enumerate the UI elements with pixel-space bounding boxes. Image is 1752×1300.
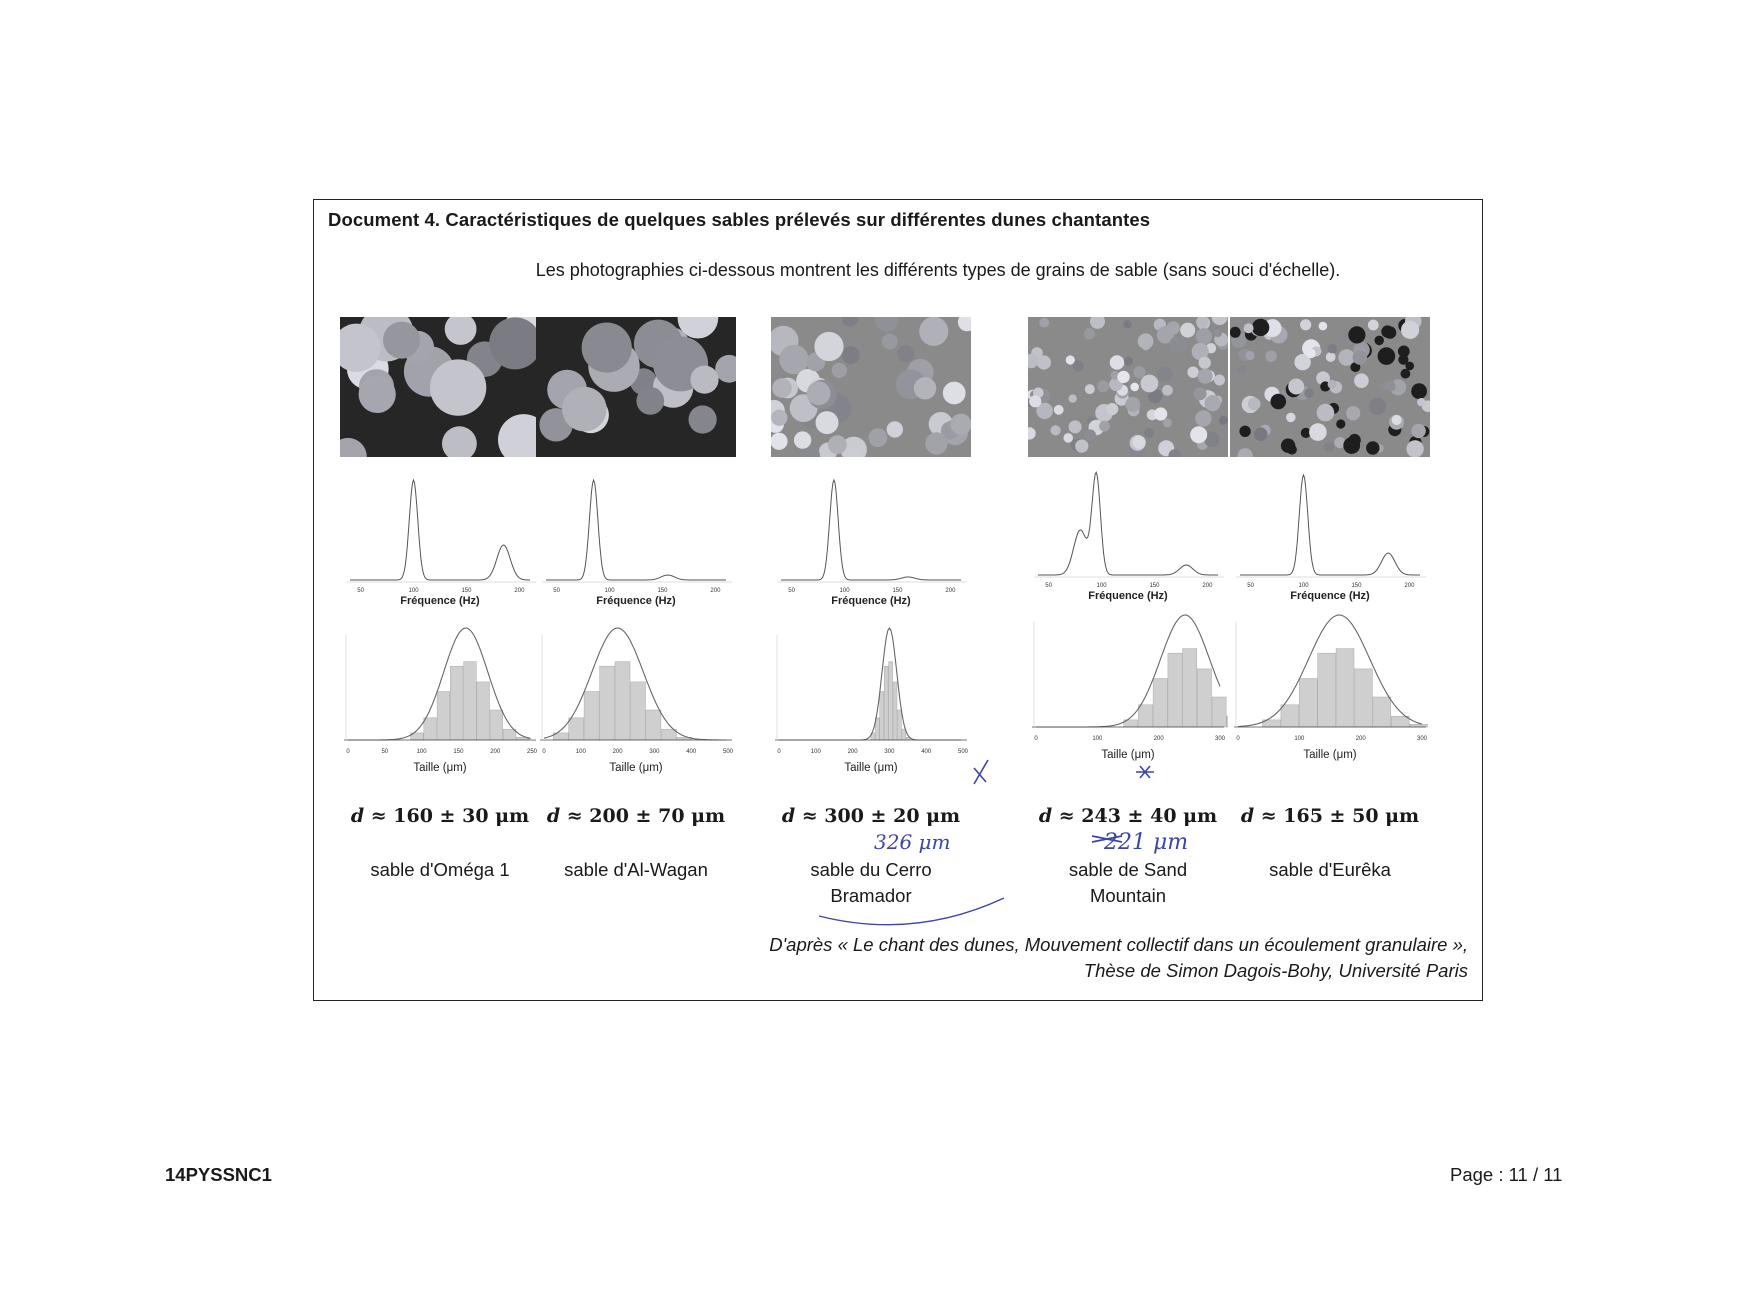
- histogram-bar: [661, 729, 676, 740]
- histogram-bar: [884, 666, 888, 740]
- sand-grain: [1319, 322, 1328, 331]
- frequency-tick-label: 50: [788, 588, 795, 594]
- document-title: Document 4. Caractéristiques de quelques sables prélevés sur différentes dunes chantantes: [328, 209, 1151, 230]
- sand-grain: [832, 363, 847, 378]
- sand-grain: [430, 359, 486, 415]
- size-tick-label: 300: [1416, 736, 1428, 742]
- sand-name-line-1: sable d'Eurêka: [1269, 859, 1391, 880]
- frequency-tick-label: 50: [357, 588, 364, 594]
- frequency-tick-label: 100: [604, 588, 615, 594]
- sand-grain: [1162, 385, 1173, 396]
- frequency-spectrum: [536, 470, 736, 620]
- sand-grain: [1051, 425, 1061, 435]
- frequency-tick-label: 100: [1096, 583, 1107, 589]
- histogram-bar: [600, 666, 615, 740]
- sand-grain: [1187, 367, 1198, 378]
- histogram-bar: [893, 682, 897, 740]
- sand-grain: [1411, 383, 1427, 399]
- size-tick-label: 400: [921, 749, 932, 755]
- sand-grain: [1110, 355, 1125, 370]
- histogram-bar: [450, 666, 463, 740]
- sand-grain: [1205, 395, 1221, 411]
- diameter-value: ≈ 160 ± 30 μm: [370, 805, 530, 827]
- histogram-bar: [898, 710, 902, 740]
- diameter-symbol: d: [350, 805, 365, 827]
- handwritten-note-cerro: 326 μm: [874, 830, 951, 854]
- frequency-tick-label: 200: [514, 588, 525, 594]
- sand-grain: [1130, 383, 1139, 392]
- sand-grain: [1378, 347, 1396, 365]
- spectrum-curve: [1240, 475, 1420, 575]
- sand-name-line-1: sable de Sand: [1068, 859, 1188, 880]
- sand-grain: [690, 366, 718, 394]
- histogram-bar: [569, 718, 584, 740]
- size-tick-label: 250: [526, 749, 538, 755]
- frequency-axis-label: Fréquence (Hz): [1088, 590, 1168, 602]
- size-tick-label: 0: [777, 749, 781, 755]
- sand-grain: [869, 428, 888, 447]
- histogram-bar: [424, 718, 437, 740]
- histogram-bar: [1336, 649, 1354, 727]
- sample-column: [536, 200, 736, 1000]
- frequency-tick-label: 150: [461, 588, 472, 594]
- sample-column: [771, 200, 971, 1000]
- sand-grain: [1063, 433, 1073, 443]
- size-tick-label: 100: [1092, 736, 1103, 742]
- sand-grain: [1353, 350, 1368, 365]
- spectrum-curve: [350, 480, 530, 580]
- frequency-tick-label: 150: [1351, 583, 1362, 589]
- spectrum-curve: [546, 480, 726, 580]
- source-line-1: D'après « Le chant des dunes, Mouvement collectif dans un écoulement granulaire »,: [769, 934, 1468, 955]
- sand-grain: [1073, 360, 1084, 371]
- histogram-bar: [646, 710, 661, 740]
- frequency-tick-label: 50: [1045, 583, 1052, 589]
- sand-grain: [1099, 421, 1110, 432]
- sand-grain: [897, 345, 914, 362]
- sand-grain: [1326, 352, 1336, 362]
- size-tick-label: 200: [612, 749, 623, 755]
- size-tick-label: 100: [575, 749, 586, 755]
- sand-grain: [562, 387, 607, 432]
- frequency-tick-label: 150: [657, 588, 668, 594]
- size-tick-label: 300: [649, 749, 660, 755]
- sand-grain-photo: [1028, 317, 1228, 457]
- sand-grain: [1366, 441, 1379, 454]
- sand-name: [741, 857, 1001, 909]
- sand-grain: [807, 381, 831, 405]
- sand-grain: [1075, 440, 1088, 453]
- sand-grain: [1398, 355, 1408, 365]
- sand-grain-photo: [340, 317, 540, 457]
- sand-name-line-1: sable d'Oméga 1: [370, 859, 510, 880]
- histogram-bar: [1183, 649, 1197, 727]
- sand-grain: [1300, 319, 1311, 330]
- sand-grain: [1167, 321, 1180, 334]
- sand-grain: [1244, 323, 1254, 333]
- sample-column: [1230, 200, 1430, 1000]
- sand-grain: [1288, 379, 1304, 395]
- sand-grain: [814, 332, 843, 361]
- size-histogram: [1028, 612, 1228, 784]
- size-axis-label: Taille (μm): [609, 762, 663, 774]
- sand-grain: [1141, 375, 1159, 393]
- sand-grain: [1132, 436, 1145, 449]
- histogram-bar: [477, 682, 490, 740]
- histogram-bar: [437, 692, 450, 741]
- size-tick-label: 200: [847, 749, 858, 755]
- sand-name: [506, 857, 766, 883]
- frequency-spectrum: [1230, 465, 1430, 615]
- sand-grain: [1029, 395, 1041, 407]
- sand-grain: [943, 382, 966, 405]
- sand-grain: [842, 346, 860, 364]
- histogram-bar: [880, 692, 884, 741]
- frequency-tick-label: 50: [553, 588, 560, 594]
- sand-grain: [1306, 349, 1316, 359]
- sand-grain: [887, 421, 903, 437]
- sand-grain: [1309, 423, 1327, 441]
- sand-grain: [1085, 384, 1095, 394]
- gaussian-fit-curve: [779, 628, 962, 740]
- sand-grain: [1163, 418, 1172, 427]
- footer-page-number: Page : 11 / 11: [1450, 1164, 1563, 1185]
- sand-grain: [1265, 350, 1277, 362]
- sand-grain: [1117, 371, 1129, 383]
- size-axis-label: Taille (μm): [1303, 749, 1357, 761]
- histogram-bar: [902, 729, 906, 740]
- sand-grain: [1069, 420, 1082, 433]
- frequency-spectrum: [1028, 465, 1228, 615]
- size-tick-label: 300: [884, 749, 895, 755]
- sand-grain: [794, 431, 811, 448]
- size-tick-label: 0: [346, 749, 350, 755]
- frequency-tick-label: 50: [1247, 583, 1254, 589]
- sand-grain: [1338, 330, 1349, 341]
- sand-grain: [1180, 323, 1195, 338]
- sand-grain: [1133, 366, 1145, 378]
- sample-column: [1028, 200, 1228, 1000]
- sand-grain: [1271, 394, 1287, 410]
- sand-grain-photo: [771, 317, 971, 457]
- sand-grain: [359, 376, 396, 413]
- sand-grain: [1085, 429, 1096, 440]
- sand-grain: [1214, 329, 1222, 337]
- sand-grain: [689, 405, 717, 433]
- histogram-bar: [631, 682, 646, 740]
- histogram-bar: [1212, 697, 1226, 727]
- sand-grain: [1190, 426, 1207, 443]
- size-axis-label: Taille (μm): [1101, 749, 1155, 761]
- size-tick-label: 100: [416, 749, 427, 755]
- size-tick-label: 0: [542, 749, 546, 755]
- sand-grain-photo: [1230, 317, 1430, 457]
- footer-code: 14PYSSNC1: [165, 1164, 272, 1185]
- sand-name-line-2: Bramador: [830, 885, 912, 906]
- sand-grain: [1384, 326, 1396, 338]
- frequency-axis-label: Fréquence (Hz): [831, 595, 911, 607]
- sand-grain: [914, 377, 936, 399]
- size-histogram: [771, 625, 971, 797]
- frequency-axis-label: Fréquence (Hz): [1290, 590, 1370, 602]
- histogram-bar: [1153, 679, 1167, 728]
- sand-grain: [1169, 336, 1187, 354]
- histogram-bar: [490, 710, 503, 740]
- document-frame: [313, 199, 1483, 1001]
- sand-grain: [882, 334, 898, 350]
- histogram-bar: [1355, 669, 1373, 727]
- histogram-bar: [1318, 653, 1336, 727]
- sand-grain: [1336, 419, 1345, 428]
- size-axis-label: Taille (μm): [413, 762, 467, 774]
- histogram-bar: [464, 662, 477, 740]
- size-histogram: [536, 625, 736, 797]
- mean-diameter: [751, 805, 991, 827]
- histogram-bar: [1197, 669, 1211, 727]
- frequency-tick-label: 150: [892, 588, 903, 594]
- source-line-2: Thèse de Simon Dagois-Bohy, Université Paris: [1083, 960, 1468, 981]
- sand-grain: [1194, 387, 1207, 400]
- size-tick-label: 0: [1034, 736, 1038, 742]
- size-tick-label: 400: [686, 749, 697, 755]
- size-tick-label: 100: [810, 749, 821, 755]
- handwritten-note-sand: 221 μm: [1104, 830, 1189, 855]
- frequency-tick-label: 100: [839, 588, 850, 594]
- histogram-bar: [1168, 653, 1182, 727]
- sand-grain: [1138, 333, 1154, 349]
- sand-grain: [1125, 397, 1140, 412]
- size-tick-label: 0: [1236, 736, 1240, 742]
- histogram-bar: [1299, 679, 1317, 728]
- histogram-bar: [1373, 697, 1391, 727]
- diameter-symbol: d: [1240, 805, 1255, 827]
- sand-grain: [582, 323, 632, 373]
- sand-grain: [1254, 427, 1267, 440]
- sand-grain: [1286, 413, 1296, 423]
- size-histogram: [1230, 612, 1430, 784]
- sand-grain: [1343, 437, 1360, 454]
- size-tick-label: 150: [453, 749, 464, 755]
- size-tick-label: 50: [381, 749, 389, 755]
- frequency-tick-label: 200: [945, 588, 956, 594]
- size-tick-label: 300: [1214, 736, 1226, 742]
- frequency-tick-label: 100: [1298, 583, 1309, 589]
- sand-grain: [1198, 369, 1213, 384]
- size-axis-label: Taille (μm): [844, 762, 898, 774]
- mean-diameter: [1210, 805, 1450, 827]
- sand-grain: [950, 414, 971, 435]
- sand-grain: [1411, 424, 1425, 438]
- sand-grain: [772, 378, 792, 398]
- sand-grain: [636, 387, 664, 415]
- sand-grain: [1069, 394, 1077, 402]
- sand-grain: [1317, 404, 1335, 422]
- sand-grain: [1106, 403, 1118, 415]
- size-tick-label: 200: [1153, 736, 1164, 742]
- histogram-bar: [584, 692, 599, 741]
- size-tick-label: 200: [490, 749, 501, 755]
- sand-grain: [771, 410, 787, 426]
- sand-grain: [1123, 320, 1131, 328]
- sand-name: [1200, 857, 1460, 883]
- sand-grain: [1039, 318, 1049, 328]
- sand-grain: [1401, 321, 1419, 339]
- sand-grain: [1368, 320, 1379, 331]
- size-histogram: [340, 625, 540, 797]
- sand-grain: [1406, 440, 1423, 457]
- histogram-bar: [1281, 705, 1299, 727]
- sand-grain: [1054, 405, 1064, 415]
- diameter-value: ≈ 243 ± 40 μm: [1058, 805, 1218, 827]
- sand-grain: [1281, 439, 1295, 453]
- sand-grain: [828, 435, 847, 454]
- diameter-symbol: d: [781, 805, 796, 827]
- diameter-symbol: d: [1038, 805, 1053, 827]
- sand-grain: [1328, 380, 1337, 389]
- handwritten-check-mark: [974, 760, 988, 784]
- frequency-tick-label: 150: [1149, 583, 1160, 589]
- histogram-bar: [1410, 724, 1428, 727]
- histogram-bar: [615, 662, 630, 740]
- sand-grain: [1346, 406, 1360, 420]
- sand-grain: [1230, 327, 1241, 338]
- sand-grain: [771, 433, 788, 450]
- sand-grain-photo: [536, 317, 736, 457]
- spectrum-curve: [781, 480, 961, 580]
- sand-grain: [489, 317, 540, 369]
- sand-grain: [1417, 398, 1425, 406]
- sand-grain: [1237, 366, 1245, 374]
- sand-grain: [925, 432, 947, 454]
- sand-name-line-1: sable du Cerro: [810, 859, 932, 880]
- sand-grain: [383, 322, 420, 359]
- sand-grain: [1084, 328, 1095, 339]
- sand-grain: [1239, 426, 1250, 437]
- spectrum-curve: [1038, 472, 1218, 575]
- mean-diameter: [516, 805, 756, 827]
- frequency-tick-label: 200: [1404, 583, 1415, 589]
- size-tick-label: 200: [1355, 736, 1366, 742]
- sand-grain: [1328, 344, 1338, 354]
- sand-grain: [1374, 336, 1384, 346]
- sand-grain: [1144, 428, 1154, 438]
- frequency-tick-label: 200: [1202, 583, 1213, 589]
- sand-grain: [1199, 357, 1211, 369]
- sand-grain: [1348, 326, 1365, 343]
- size-tick-label: 500: [722, 749, 734, 755]
- frequency-axis-label: Fréquence (Hz): [596, 595, 676, 607]
- histogram-bar: [503, 729, 516, 740]
- sand-grain: [1124, 357, 1133, 366]
- histogram-bar: [1227, 716, 1228, 727]
- sand-grain: [1324, 442, 1334, 452]
- source-citation: [769, 932, 1468, 984]
- diameter-value: ≈ 300 ± 20 μm: [801, 805, 961, 827]
- sand-grain: [1245, 351, 1254, 360]
- histogram-bar: [889, 662, 893, 740]
- histogram-bar: [1391, 716, 1409, 727]
- sand-grain: [1354, 373, 1369, 388]
- frequency-tick-label: 200: [710, 588, 721, 594]
- sand-name-line-2: Mountain: [1089, 885, 1167, 906]
- sand-grain: [1195, 410, 1211, 426]
- sand-grain: [1248, 398, 1261, 411]
- sand-grain: [1252, 319, 1269, 336]
- sand-grain: [1219, 416, 1228, 425]
- frequency-tick-label: 100: [408, 588, 419, 594]
- frequency-spectrum: [340, 470, 540, 620]
- size-tick-label: 500: [957, 749, 969, 755]
- frequency-spectrum: [771, 470, 971, 620]
- sand-grain: [1196, 328, 1212, 344]
- histogram-bar: [1138, 705, 1152, 727]
- sand-grain: [1304, 389, 1314, 399]
- sand-grain: [1154, 407, 1167, 420]
- sand-grain: [1401, 369, 1411, 379]
- size-tick-label: 100: [1294, 736, 1305, 742]
- sand-grain: [1385, 381, 1396, 392]
- diameter-symbol: d: [546, 805, 561, 827]
- intro-text: Les photographies ci-dessous montrent les différents types de grains de sable (sans souci d'échelle).: [535, 260, 1341, 280]
- sand-name-line-1: sable d'Al-Wagan: [564, 859, 708, 880]
- sand-grain: [1392, 415, 1402, 425]
- sand-grain: [1097, 380, 1109, 392]
- sand-grain: [919, 317, 948, 346]
- frequency-axis-label: Fréquence (Hz): [400, 595, 480, 607]
- diameter-value: ≈ 200 ± 70 μm: [566, 805, 726, 827]
- sand-grain: [816, 411, 839, 434]
- sand-grain: [1158, 367, 1173, 382]
- sand-grain: [1214, 375, 1225, 386]
- diameter-value: ≈ 165 ± 50 μm: [1260, 805, 1420, 827]
- sand-grain: [1369, 398, 1386, 415]
